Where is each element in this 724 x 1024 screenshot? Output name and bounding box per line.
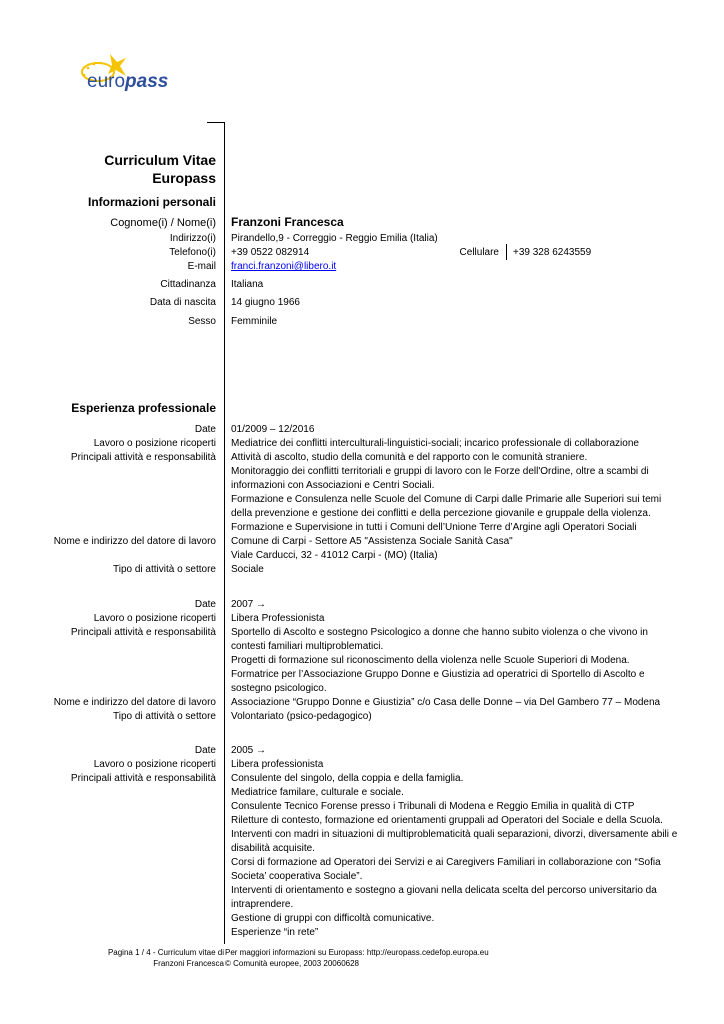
entry1-activity-line: Formazione e Supervisione in tutti i Comuni dell’Unione Terre d’Argine agli Operatori Sociali <box>231 522 637 533</box>
entry1-activity-line: Attività di ascolto, studio della comunità e del rapporto con le comunità straniere. <box>231 452 588 463</box>
address-label: Indirizzo(i) <box>169 233 216 244</box>
mobile-value: +39 328 6243559 <box>513 247 592 258</box>
address-value: Pirandello,9 - Correggio - Reggio Emilia (Italia) <box>231 233 438 244</box>
citizenship-value: Italiana <box>231 279 264 290</box>
email-value-wrap <box>231 260 336 274</box>
entry2-activity-line: Progetti di formazione sul riconoscimento della violenza nelle Scuole Superiori di Modena. <box>231 655 630 666</box>
entry3-activity-line: Corsi di formazione ad Operatori dei Servizi e ai Caregivers Familiari in collaborazione con “Sofia <box>231 857 661 868</box>
entry3-activities-label: Principali attività e responsabilità <box>70 773 216 784</box>
entry1-employer-line: Comune di Carpi - Settore A5 "Assistenza Sociale Sanità Casa" <box>231 536 513 547</box>
entry2-employer-label: Nome e indirizzo del datore di lavoro <box>53 697 216 708</box>
cv-title-line2: Europass <box>152 170 216 186</box>
entry2-activity-line: Sportello di Ascolto e sostegno Psicologico a donne che hanno subito violenza o che vivono in <box>231 627 648 638</box>
entry1-sector: Sociale <box>231 564 264 575</box>
entry2-employer-line: Associazione “Gruppo Donne e Giustizia” c/o Casa delle Donne – via Del Gambero 77 – Modena <box>231 697 661 708</box>
entry2-activity-line: contesti familiari multiproblematici. <box>231 641 384 652</box>
citizenship-label: Cittadinanza <box>160 279 216 290</box>
email-label: E-mail <box>187 261 216 272</box>
section-heading-personal: Informazioni personali <box>87 195 216 209</box>
footer-page-info: Pagina 1 / 4 - Curriculum vitae di <box>107 948 224 957</box>
entry1-employer-label: Nome e indirizzo del datore di lavoro <box>53 536 216 547</box>
sex-label: Sesso <box>188 316 216 327</box>
entry2-activity-line: sostegno psicologico. <box>231 683 327 694</box>
phone-value: +39 0522 082914 <box>231 247 310 258</box>
entry1-activity-line: Formazione e Consulenza nelle Scuole del Comune di Carpi dalle Primarie alle Superiori sui temi <box>231 494 662 505</box>
entry2-activities-label: Principali attività e responsabilità <box>70 627 216 638</box>
phone-label: Telefono(i) <box>169 247 216 258</box>
entry3-activity-line: Consulente Tecnico Forense presso i Tribunali di Modena e Reggio Emilia in qualità di CTP <box>231 801 635 812</box>
footer-europass-info: Per maggiori informazioni su Europass: http://europass.cedefop.europa.eu <box>225 948 489 957</box>
entry3-activity-line: Consulente del singolo, della coppia e della famiglia. <box>231 773 464 784</box>
entry2-sector: Volontariato (psico-pedagogico) <box>231 711 372 722</box>
entry1-position-label: Lavoro o posizione ricoperti <box>93 438 216 449</box>
name-label: Cognome(i) / Nome(i) <box>110 217 216 229</box>
entry1-activity-line: della prevenzione e gestione dei conflitti e della percezione giovanile e gruppale della violenza. <box>231 508 651 519</box>
entry2-activity-line: Formatrice per l’Associazione Gruppo Donne e Giustizia ad operatrici di Sportello di Ascolto e <box>231 669 645 680</box>
entry3-activity-line: intraprendere. <box>231 899 294 910</box>
cv-title-line1: Curriculum Vitae <box>104 152 216 168</box>
entry3-position: Libera professionista <box>231 759 324 770</box>
entry1-date-label: Date <box>194 424 216 435</box>
birth-value: 14 giugno 1966 <box>231 297 300 308</box>
entry3-activity-line: Riletture di contesto, formazione ed orientamenti gruppali ad Operatori del Sociale e della Scuola. <box>231 815 663 826</box>
entry2-position-label: Lavoro o posizione ricoperti <box>93 613 216 624</box>
logo-text-euro: euro <box>87 71 126 92</box>
entry1-activity-line: Monitoraggio dei conflitti territoriali e gruppi di lavoro con le Forze dell'Ordine, oltre a scambi di <box>231 466 649 477</box>
entry1-activity-line: informazioni con Associazioni e Centri Sociali. <box>231 480 435 491</box>
separator-line <box>224 122 225 944</box>
entry3-activity-line: Societa’ cooperativa Sociale”. <box>231 871 363 882</box>
entry3-activity-line: Mediatrice familare, culturale e sociale. <box>231 787 404 798</box>
birth-label: Data di nascita <box>149 297 216 308</box>
footer-author: Franzoni Francesca <box>153 959 224 968</box>
entry3-activity-line: disabilità acquisite. <box>231 843 315 854</box>
sex-value: Femminile <box>231 316 278 327</box>
europass-logo <box>78 48 168 98</box>
entry2-date-label: Date <box>194 599 216 610</box>
entry2-sector-label: Tipo di attività o settore <box>112 711 216 722</box>
entry3-activity-line: Esperienze “in rete” <box>231 927 319 938</box>
logo-text-pass: pass <box>125 71 169 92</box>
footer-copyright: © Comunità europee, 2003 20060628 <box>225 959 359 968</box>
entry1-position: Mediatrice dei conflitti interculturali-linguistici-sociali; incarico professionale di collaborazione <box>231 438 639 449</box>
entry1-date: 01/2009 – 12/2016 <box>231 424 315 435</box>
section-heading-experience: Esperienza professionale <box>71 401 216 415</box>
entry1-employer-line: Viale Carducci, 32 - 41012 Carpi - (MO) (Italia) <box>231 550 438 561</box>
email-link[interactable]: franci.franzoni@libero.it <box>231 261 337 272</box>
entry3-date: 2005 → <box>231 745 267 756</box>
entry3-activity-line: Interventi di orientamento e sostegno a giovani nella delicata scelta del percorso universitario da <box>231 885 657 896</box>
mobile-divider <box>506 244 507 260</box>
entry1-sector-label: Tipo di attività o settore <box>112 564 216 575</box>
entry2-date: 2007 → <box>231 599 267 610</box>
mobile-label: Cellulare <box>459 247 499 258</box>
entry3-activity-line: Gestione di gruppi con difficoltà comunicative. <box>231 913 435 924</box>
entry3-position-label: Lavoro o posizione ricoperti <box>93 759 216 770</box>
entry3-activity-line: Interventi con madri in situazioni di multiproblematicità quali separazioni, divorzi, diversamente abili e <box>231 829 678 840</box>
entry2-position: Libera Professionista <box>231 613 325 624</box>
entry1-activities-label: Principali attività e responsabilità <box>70 452 216 463</box>
entry3-date-label: Date <box>194 745 216 756</box>
title-rule-top <box>207 122 225 123</box>
name-value: Franzoni Francesca <box>231 215 344 229</box>
